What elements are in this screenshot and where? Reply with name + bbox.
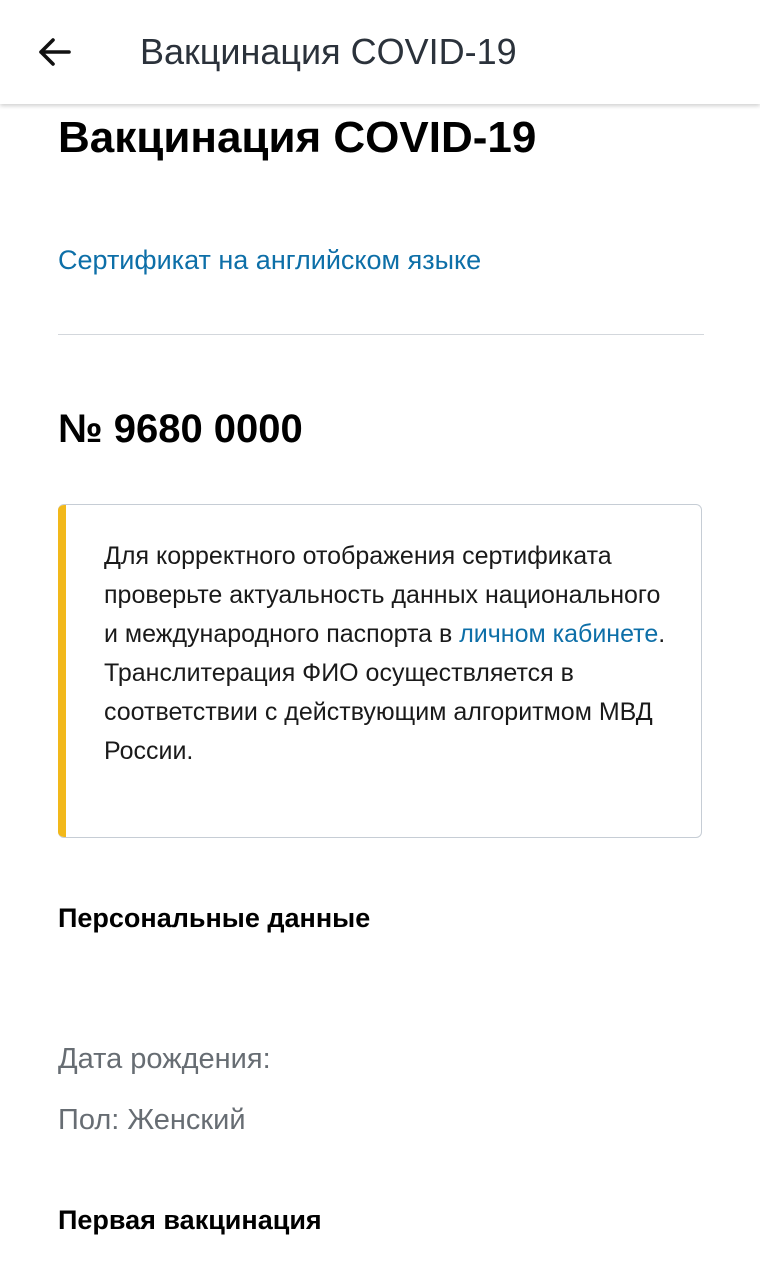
certificate-number: № 9680 0000 — [58, 407, 303, 451]
personal-account-link[interactable]: личном кабинете — [459, 620, 659, 648]
notice-accent-bar — [58, 505, 66, 837]
app-bar-title: Вакцинация COVID-19 — [140, 31, 517, 72]
notice-text-before-link: Для корректного отображения сертификата проверьте актуальность данных национального и международного паспорта в — [104, 542, 661, 648]
notice-box — [58, 504, 702, 838]
first-vaccination-heading: Первая вакцинация — [58, 1205, 322, 1235]
gender-field: Пол: Женский — [58, 1104, 246, 1136]
app-bar — [0, 0, 760, 104]
arrow-left-icon — [37, 37, 71, 67]
personal-data-heading: Персональные данные — [58, 903, 371, 933]
birth-date-label: Дата рождения: — [58, 1043, 271, 1075]
page-title: Вакцинация COVID-19 — [58, 113, 537, 162]
back-button[interactable] — [28, 28, 80, 76]
english-certificate-link[interactable]: Сертификат на английском языке — [58, 245, 482, 275]
notice-text — [104, 537, 674, 771]
notice-text-after-link: . Транслитерация ФИО осуществляется в соответствии с действующим алгоритмом МВД России. — [104, 620, 666, 765]
divider — [58, 334, 704, 335]
